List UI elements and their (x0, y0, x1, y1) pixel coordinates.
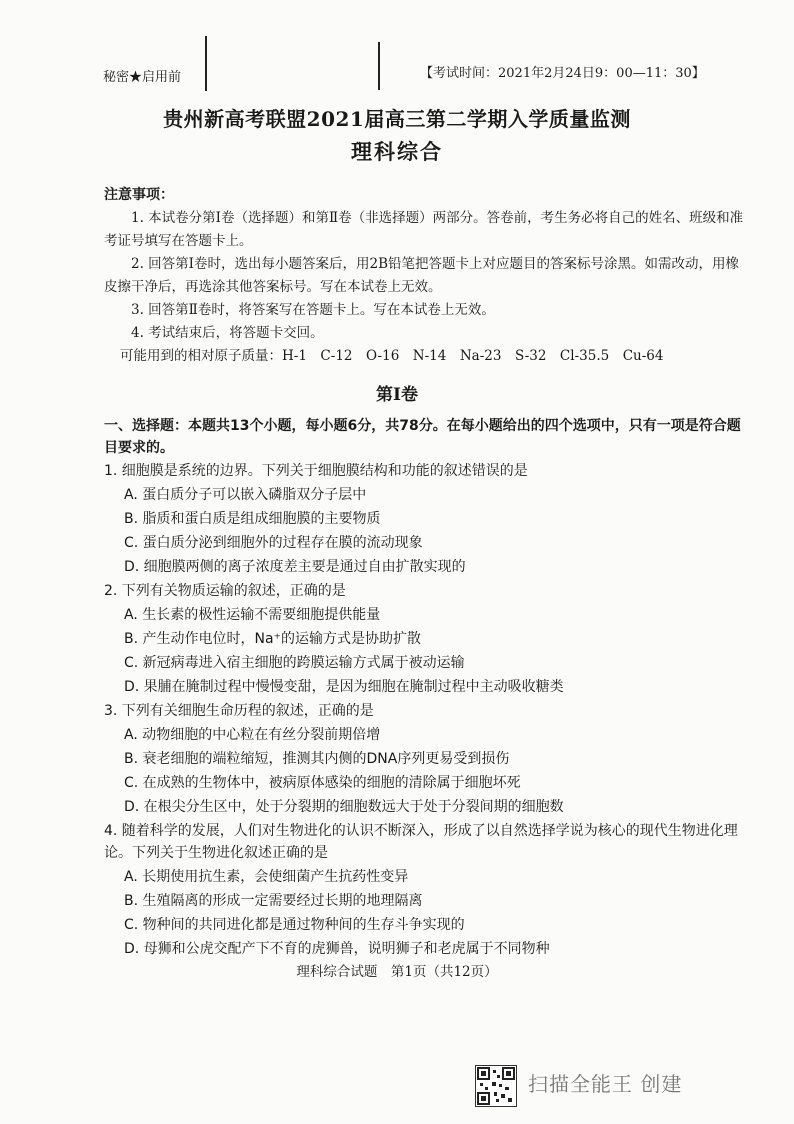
scanner-watermark: 扫描全能王 创建 (528, 1072, 683, 1096)
question-option: D. 细胞膜两侧的离子浓度差主要是通过自由扩散实现的 (124, 559, 466, 575)
question-option: D. 母狮和公虎交配产下不育的虎狮兽，说明狮子和老虎属于不同物种 (124, 941, 550, 957)
question-option: A. 蛋白质分子可以嵌入磷脂双分子层中 (124, 487, 367, 503)
section-title: 第Ⅰ卷 (376, 385, 418, 405)
exam-time: 【考试时间：2021年2月24日9：00—11：30】 (420, 66, 705, 81)
notice-heading: 注意事项： (104, 187, 174, 203)
section-intro: 一、选择题：本题共13个小题，每小题6分，共78分。在每小题给出的四个选项中，只有一项是符合题目要求的。 (104, 418, 741, 456)
question-stem: 1. 细胞膜是系统的边界。下列关于细胞膜结构和功能的叙述错误的是 (104, 463, 528, 479)
question-stem: 4. 随着科学的发展，人们对生物进化的认识不断深入，形成了以自然选择学说为核心的现代生物进化理论。下列关于生物进化叙述正确的是 (104, 823, 738, 861)
question-option: B. 脂质和蛋白质是组成细胞膜的主要物质 (124, 511, 381, 527)
binding-line-left (205, 36, 207, 91)
qr-code-icon (475, 1065, 517, 1107)
page-title: 贵州新高考联盟2021届高三第二学期入学质量监测 (163, 107, 631, 131)
question-option: B. 生殖隔离的形成一定需要经过长期的地理隔离 (124, 893, 423, 909)
notice-item: 3. 回答第Ⅱ卷时，将答案写在答题卡上。写在本试卷上无效。 (131, 302, 495, 318)
question-option: D. 果脯在腌制过程中慢慢变甜，是因为细胞在腌制过程中主动吸收糖类 (124, 679, 564, 695)
page-subtitle: 理科综合 (351, 139, 443, 164)
question-option: A. 动物细胞的中心粒在有丝分裂前期倍增 (124, 727, 381, 743)
question-option: C. 在成熟的生物体中，被病原体感染的细胞的清除属于细胞坏死 (124, 775, 521, 791)
question-stem: 2. 下列有关物质运输的叙述，正确的是 (104, 583, 346, 599)
notice-item: 1. 本试卷分第Ⅰ卷（选择题）和第Ⅱ卷（非选择题）两部分。答卷前，考生务必将自己的姓名、班级和准考证号填写在答题卡上。 (104, 210, 744, 249)
binding-line-right (378, 42, 380, 90)
question-option: A. 长期使用抗生素，会使细菌产生抗药性变异 (124, 869, 409, 885)
confidential-label: 秘密★启用前 (103, 70, 182, 85)
question-option: A. 生长素的极性运输不需要细胞提供能量 (124, 607, 381, 623)
notice-item: 2. 回答第Ⅰ卷时，选出每小题答案后，用2B铅笔把答题卡上对应题目的答案标号涂黑。如需改动，用橡皮擦干净后，再选涂其他答案标号。写在本试卷上无效。 (104, 256, 740, 295)
question-option: D. 在根尖分生区中，处于分裂期的细胞数远大于处于分裂间期的细胞数 (124, 799, 564, 815)
question-option: B. 产生动作电位时，Na⁺的运输方式是协助扩散 (124, 631, 421, 647)
atomic-masses: 可能用到的相对原子质量：H-1 C-12 O-16 N-14 Na-23 S-32 Cl-35.5 Cu-64 (120, 348, 664, 364)
question-option: C. 物种间的共同进化都是通过物种间的生存斗争实现的 (124, 917, 465, 933)
notice-item: 4. 考试结束后，将答题卡交回。 (131, 325, 324, 341)
question-option: C. 新冠病毒进入宿主细胞的跨膜运输方式属于被动运输 (124, 655, 465, 671)
question-stem: 3. 下列有关细胞生命历程的叙述，正确的是 (104, 703, 374, 719)
question-option: C. 蛋白质分泌到细胞外的过程存在膜的流动现象 (124, 535, 423, 551)
question-option: B. 衰老细胞的端粒缩短，推测其内侧的DNA序列更易受到损伤 (124, 751, 510, 767)
page-footer: 理科综合试题 第1页（共12页） (296, 964, 498, 980)
